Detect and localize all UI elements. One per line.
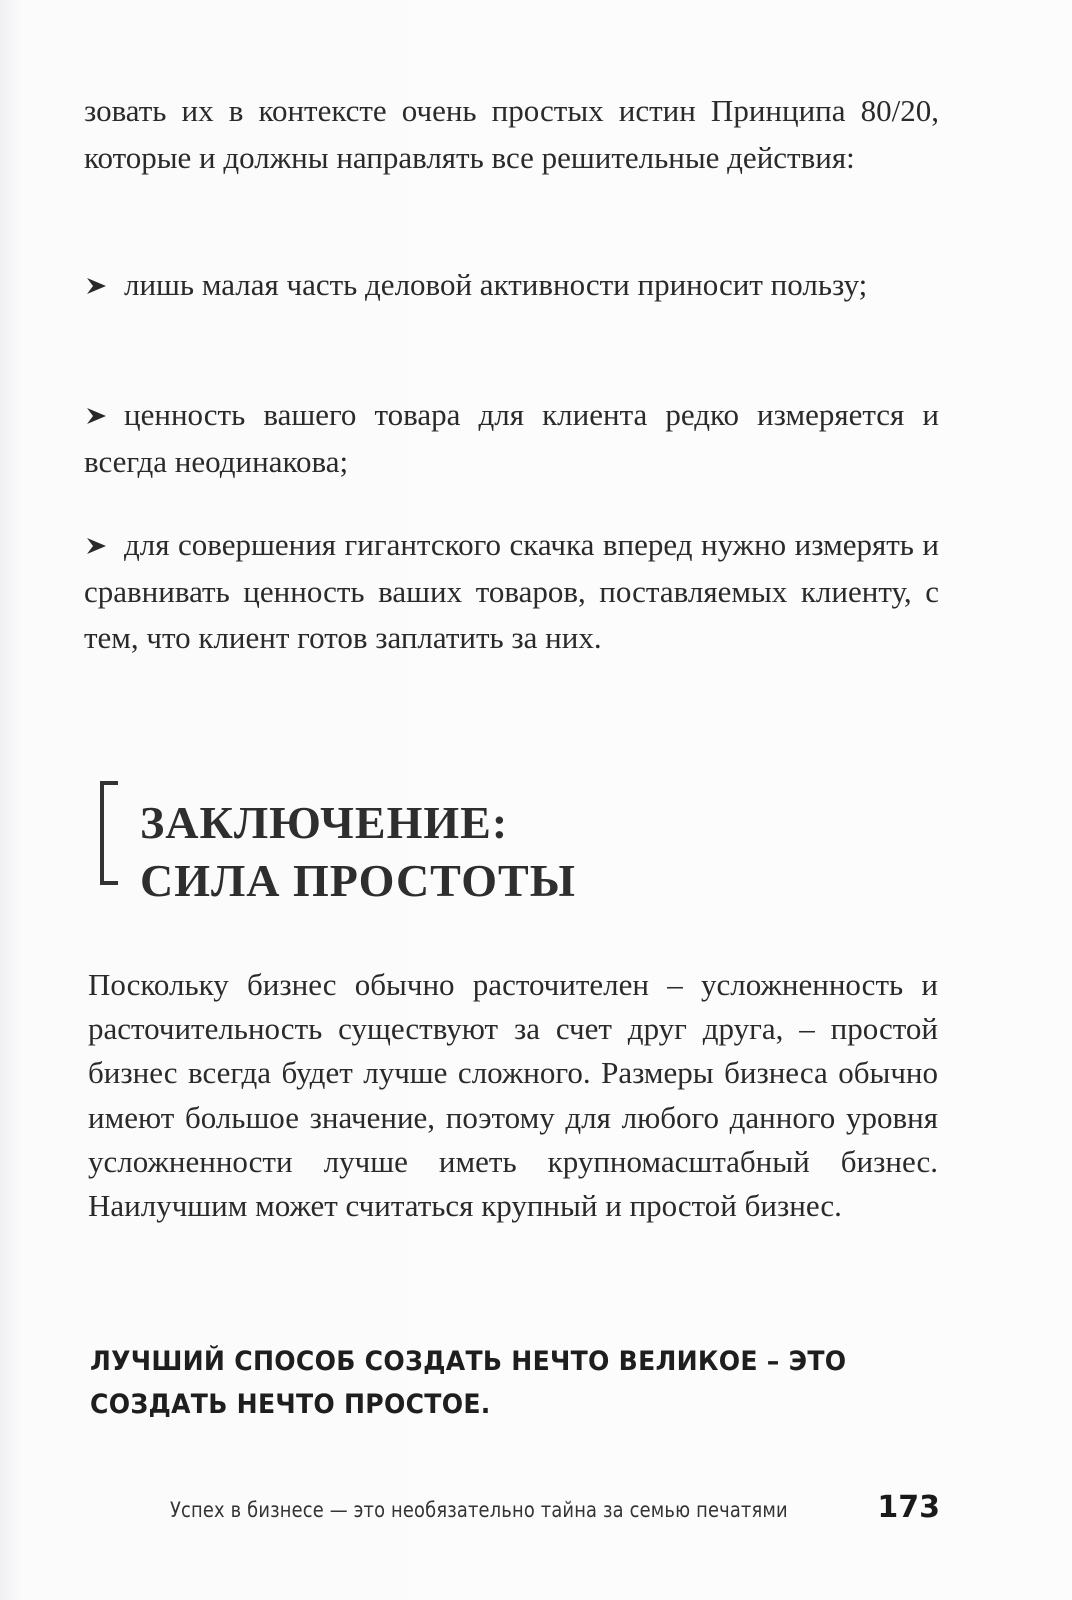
- section-title-line-1: ЗАКЛЮЧЕНИЕ:: [140, 797, 509, 848]
- page-number: 173: [877, 1490, 940, 1525]
- left-square-bracket-icon: [98, 780, 120, 886]
- bullet-item: [84, 522, 939, 662]
- section-heading: [98, 780, 798, 930]
- section-title: [140, 794, 576, 910]
- bullet-item: [84, 392, 939, 485]
- bullet-text: лишь малая часть деловой активности приносит пользу;: [124, 267, 868, 302]
- conclusion-paragraph: Поскольку бизнес обычно расточителен – усложненность и расточительность существуют за счет друг друга, – простой бизнес всегда будет лучше сложного. Размеры бизнеса обычно имеют большое значение, поэтому для любого данного уровня усложненности лучше иметь крупномасштабный бизнес. Наилучшим может считаться крупный и простой бизнес.: [88, 967, 938, 1224]
- arrowhead-bullet-icon: [84, 276, 110, 296]
- running-title: Успех в бизнесе — это необязательно тайна за семью печатями: [170, 1498, 788, 1522]
- bullet-text: ценность вашего товара для клиента редко измеряется и всегда неодинакова;: [84, 397, 939, 479]
- bullet-item: [84, 262, 939, 309]
- bullet-text: для совершения гигантского скачка вперед нужно измерять и сравнивать ценность ваших товаров, поставляемых клиенту, с тем, что клиент готов заплатить за них.: [84, 527, 939, 655]
- arrowhead-bullet-icon: [84, 536, 110, 556]
- arrowhead-bullet-icon: [84, 406, 110, 426]
- page-footer: [170, 1490, 940, 1530]
- callout-quote: ЛУЧШИЙ СПОСОБ СОЗДАТЬ НЕЧТО ВЕЛИКОЕ – ЭТО СОЗДАТЬ НЕЧТО ПРОСТОЕ.: [90, 1346, 847, 1420]
- intro-paragraph: зовать их в контексте очень простых истин Принципа 80/20, которые и должны направлять все решительные действия:: [84, 93, 939, 175]
- section-title-line-2: СИЛА ПРОСТОТЫ: [140, 855, 576, 906]
